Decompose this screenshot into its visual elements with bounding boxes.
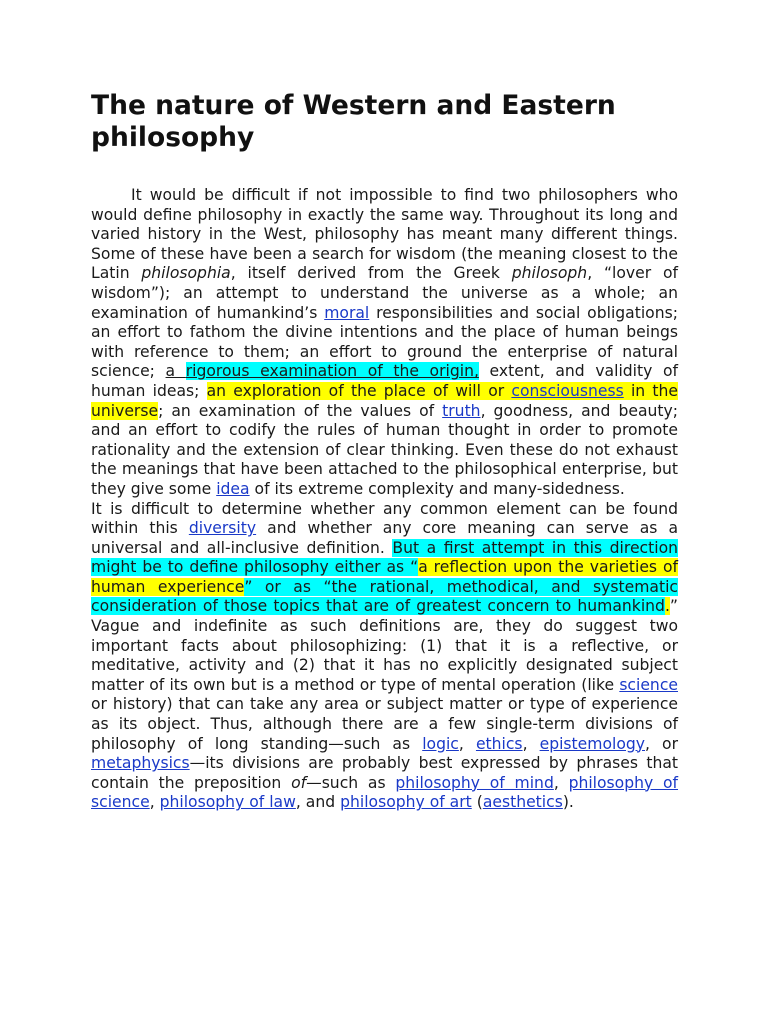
highlight-cyan: rigorous examination of the origin, bbox=[185, 362, 479, 381]
text-run: , bbox=[458, 734, 476, 753]
text-run: ” Vague and indefinite as such definitions are, they do suggest two important facts about philosophizing: (1) that it is a reflective, or meditative, activity and (2) that it has no explicitly designated subject matter of its own but is a method or type of mental operation (like bbox=[91, 597, 678, 694]
text-run: of its extreme complexity and many-sidedness. bbox=[249, 479, 625, 498]
text-run: extent, and validity of human ideas; bbox=[91, 362, 678, 400]
highlight-yellow: a reflection upon the varieties of human experience bbox=[91, 558, 678, 596]
highlight-yellow: in the universe bbox=[91, 381, 678, 420]
link-logic[interactable]: logic bbox=[422, 734, 459, 753]
text-run: or history) that can take any area or subject matter or type of experience as its object. Thus, although there are a few single-term divisions of philosophy of long standing—such as bbox=[91, 695, 678, 753]
paragraph-2 bbox=[91, 500, 678, 814]
link-idea[interactable]: idea bbox=[216, 479, 250, 498]
italic-term: philosoph bbox=[511, 264, 588, 283]
document-page bbox=[91, 90, 678, 813]
link-epistemology[interactable]: epistemology bbox=[539, 734, 645, 753]
link-moral[interactable]: moral bbox=[324, 303, 370, 322]
link-consciousness[interactable]: consciousness bbox=[511, 381, 624, 400]
italic-term: philosophia bbox=[141, 264, 231, 283]
text-run: , bbox=[553, 773, 569, 792]
link-metaphysics[interactable]: metaphysics bbox=[91, 754, 190, 773]
text-run: responsibilities and social obligations; an effort to fathom the divine intentions and the place of human beings with reference to them; an effort to ground the enterprise of natural science; bbox=[91, 303, 678, 381]
text-run: It is difficult to determine whether any common element can be found within this bbox=[91, 499, 678, 538]
text-run: —its divisions are probably best expressed by phrases that contain the preposition bbox=[91, 754, 678, 792]
text-run: , “lover of wisdom”); an attempt to understand the universe as a whole; an examination of humankind’s bbox=[91, 264, 678, 322]
page-title: The nature of Western and Eastern philosophy bbox=[91, 90, 616, 153]
highlight-cyan: ” or as “the rational, methodical, and systematic consideration of those topics that are of greatest concern to humankind bbox=[91, 577, 678, 616]
italic-term: of bbox=[291, 773, 307, 792]
link-philosophy-of-law[interactable]: philosophy of law bbox=[159, 793, 296, 812]
highlight-cyan: But a first attempt in this direction might be to define philosophy either as “ bbox=[91, 538, 678, 577]
text-run: ; an examination of the values of bbox=[158, 401, 443, 420]
link-science[interactable]: science bbox=[619, 675, 678, 694]
link-aesthetics[interactable]: aesthetics bbox=[482, 793, 563, 812]
link-diversity[interactable]: diversity bbox=[188, 519, 257, 538]
text-run: It would be difficult if not impossible to find two philosophers who would define philosophy in exactly the same way. Throughout its long and varied history in the West, philosophy has meant many different things. Some of these have been a search for wisdom (the meaning closest to the Latin bbox=[91, 186, 678, 283]
link-philosophy-of-mind[interactable]: philosophy of mind bbox=[395, 773, 554, 792]
text-run: ). bbox=[562, 793, 574, 812]
text-run: , itself derived from the Greek bbox=[230, 264, 512, 283]
text-run: , or bbox=[645, 734, 678, 753]
text-run: , bbox=[149, 793, 160, 812]
link-philosophy-of-science[interactable]: philosophy of science bbox=[91, 773, 679, 812]
highlight-yellow: . bbox=[664, 597, 670, 616]
underlined-text: a bbox=[165, 362, 186, 381]
text-run: , goodness, and beauty; and an effort to codify the rules of human thought in order to promote rationality and the extension of clear thinking. Even these do not exhaust the meanings that have been attached to the philosophical enterprise, but they give some bbox=[91, 401, 678, 498]
link-philosophy-of-art[interactable]: philosophy of art bbox=[340, 793, 472, 812]
text-run: and whether any core meaning can serve as a universal and all-inclusive definition. bbox=[91, 519, 678, 557]
paragraph-1 bbox=[91, 186, 678, 500]
text-run: , bbox=[522, 734, 540, 753]
text-run: , and bbox=[295, 793, 341, 812]
link-ethics[interactable]: ethics bbox=[475, 734, 523, 753]
highlight-yellow: an exploration of the place of will or bbox=[206, 381, 512, 400]
text-run: ( bbox=[471, 793, 483, 812]
link-truth[interactable]: truth bbox=[442, 401, 481, 420]
text-run: —such as bbox=[306, 773, 396, 792]
